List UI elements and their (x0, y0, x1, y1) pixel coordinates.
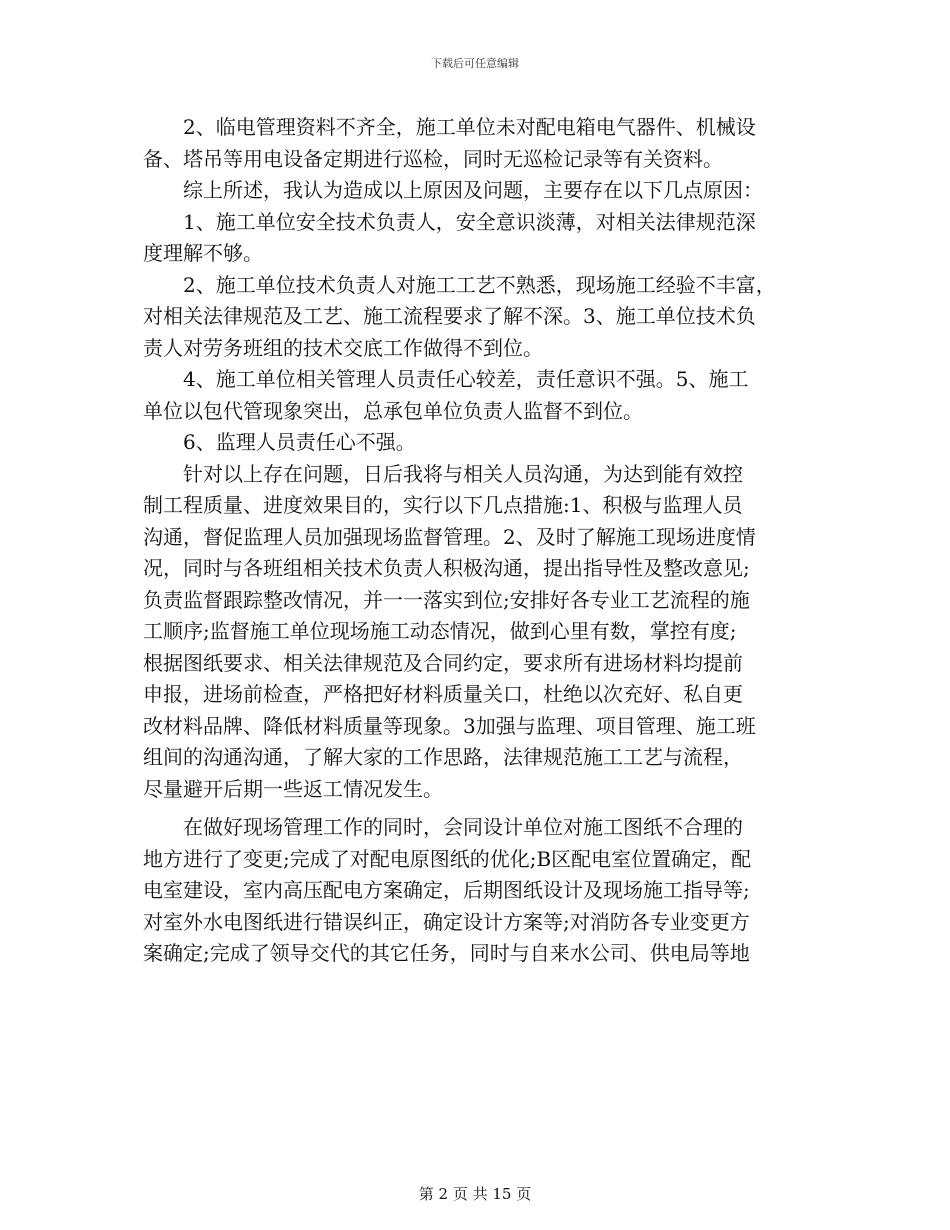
document-body (143, 112, 823, 970)
text-line: 地方进行了变更;完成了对配电原图纸的优化;B区配电室位置确定，配 (143, 846, 752, 871)
text-line: 责人对劳务班组的技术交底工作做得不到位。 (143, 335, 543, 360)
text-line: 综上所述，我认为造成以上原因及问题，主要存在以下几点原因： (183, 178, 763, 202)
text-line: 2、临电管理资料不齐全，施工单位未对配电箱电气器件、机械设 (183, 115, 756, 139)
text-line: 工顺序;监督施工单位现场施工动态情况，做到心里有数，掌控有度; (143, 619, 737, 643)
text-line: 组间的沟通沟通，了解大家的工作思路，法律规范施工工艺与流程， (143, 745, 743, 769)
page-header: 下载后可任意编辑 (431, 57, 519, 70)
text-line: 在做好现场管理工作的同时，会同设计单位对施工图纸不合理的 (183, 815, 743, 839)
text-line: 对室外水电图纸进行错误纠正，确定设计方案等;对消防各专业变更方 (143, 909, 750, 934)
text-line: 案确定;完成了领导交代的其它任务，同时与自来水公司、供电局等地 (143, 941, 750, 965)
page-footer: 第 2 页 共 15 页 (418, 1185, 532, 1203)
text-line: 1、施工单位安全技术负责人，安全意识淡薄，对相关法律规范深 (183, 209, 756, 234)
text-line: 制工程质量、进度效果目的，实行以下几点措施:1、积极与监理人员 (143, 493, 743, 517)
text-line: 沟通，督促监理人员加强现场监督管理。2、及时了解施工现场进度情 (143, 524, 756, 549)
text-line: 针对以上存在问题，日后我将与相关人员沟通，为达到能有效控 (183, 461, 743, 486)
text-line: 负责监督跟踪整改情况，并一一落实到位;安排好各专业工艺流程的施 (143, 587, 750, 612)
text-line: 申报，进场前检查，严格把好材料质量关口，杜绝以次充好、私自更 (143, 682, 743, 706)
text-line: 电室建设，室内高压配电方案确定，后期图纸设计及现场施工指导等; (143, 878, 750, 902)
text-line: 度理解不够。 (143, 241, 263, 265)
text-line: 单位以包代管现象突出，总承包单位负责人监督不到位。 (143, 398, 643, 423)
text-line: 改材料品牌、降低材料质量等现象。3加强与监理、项目管理、施工班 (143, 713, 756, 738)
text-line: 况，同时与各班组相关技术负责人积极沟通，提出指导性及整改意见; (143, 556, 750, 580)
text-line: 备、塔吊等用电设备定期进行巡检，同时无巡检记录等有关资料。 (143, 146, 723, 171)
text-line: 2、施工单位技术负责人对施工工艺不熟悉，现场施工经验不丰富， (183, 272, 776, 297)
text-line: 对相关法律规范及工艺、施工流程要求了解不深。3、施工单位技术负 (143, 304, 756, 328)
text-line: 4、施工单位相关管理人员责任心较差，责任意识不强。5、施工 (183, 367, 749, 391)
text-line: 6、监理人员责任心不强。 (183, 430, 416, 454)
text-line: 根据图纸要求、相关法律规范及合同约定，要求所有进场材料均提前 (143, 650, 743, 675)
text-line: 尽量避开后期一些返工情况发生。 (143, 776, 443, 801)
